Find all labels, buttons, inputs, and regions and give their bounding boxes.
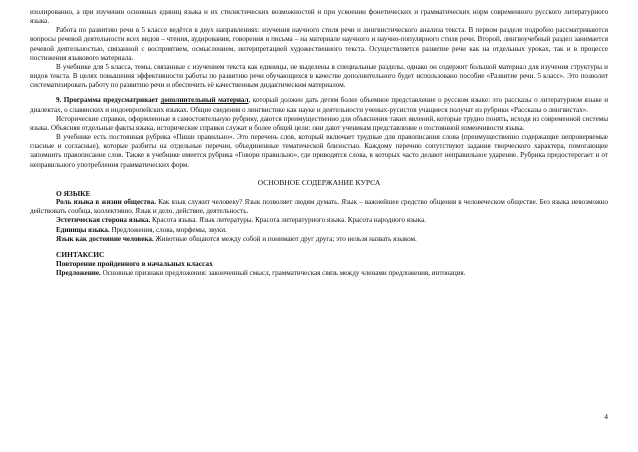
topic-text-units: Предложения, слова, морфемы, звуки. <box>109 225 227 234</box>
topic-title-units: Единицы языка. <box>56 225 110 234</box>
topic-sentence <box>30 269 608 278</box>
topic-aesthetic <box>30 216 608 225</box>
topic-text-sentence: Основные признаки предложения: законченный смысл, грамматическая связь между членами предложения, интонация. <box>100 268 466 277</box>
paragraph-textbook-grade5: В учебнике для 5 класса, темы, связанные с изучением текста как единицы, не выделены в специальные разделы, однако он содержит большой материал для изучения структуры и видов текста. В целях повышения эффективности работы по развитию речи обучающихся в качестве дополнительного будет использовано пособие «Развитие речи. 5 класс». Это позволит систематизировать работу по развитию речи и обеспечить её качественным дидактическим материалом. <box>30 62 608 90</box>
topic-title-aesthetic: Эстетическая сторона языка. <box>56 216 151 225</box>
page-number: 4 <box>604 412 608 421</box>
additional-material-text: , который должен дать детям более объемное представление о русском языке: это рассказы о литературном языке и диалектах, о славянских и индоевропейских языках. Общие сведения о лингвистике как науке и деятельности ученых-русистов учащиеся получат из рубрики «Рассказы о лингвистах». <box>30 96 609 114</box>
paragraph-additional-material <box>30 96 608 114</box>
item-number-label: 9. Программа предусматривает <box>56 96 159 105</box>
topic-title-wealth: Язык как достояние человека. <box>56 234 154 243</box>
paragraph-speech-development: Работа по развитию речи в 5 классе ведётся в двух направлениях: изучения научного стиля речи и лингвистического анализа текста. В первом разделе подробно рассматриваются вопросы речевой деятельности всех видов – чтения, аудирования, говорения и письма – на материале научного и научно-популярного стиля речи. Второй, лингвоучебный раздел занимается речевой деятельностью, связанной с восприятием, осмыслением, интерпретацией художественного текста. Осуществляется развитие речи как на отдельных уроках, так и в процессе постижения языкового материала. <box>30 26 608 62</box>
subsection-heading-review: Повторение пройденного в начальных классах <box>56 259 213 269</box>
paragraph-write-correctly: В учебнике есть постоянная рубрика «Пиши правильно». Это перечень слов, который включает трудные для правописания слова (преимущественно содержащие непроверяемые гласные и согласные), которые разбиты на отдельные перечни, объединенные тематической близостью. Каждому перечню сопутствуют задания творческого характера, помогающие запомнить правописание слов. Также в учебнике имеется рубрика «Говори правильно», где приводятся слова, в которых часто делают неправильное ударение. Рубрика предостерегает и от неправильного употребления грамматических форм. <box>30 133 608 169</box>
course-content-heading: ОСНОВНОЕ СОДЕРЖАНИЕ КУРСА <box>257 177 381 187</box>
topic-title-sentence: Предложение. <box>56 268 101 277</box>
topic-title-role: Роль языка в жизни общества. <box>56 198 156 207</box>
topic-text-role: Как язык служит человеку? Язык позволяет людям думать. Язык – важнейшее средство общения в человеческом обществе. Без языка невозможно действовать сообща, коллективно. Язык и дело, действие, деятельность. <box>30 198 609 216</box>
topic-role-of-language <box>30 198 608 216</box>
topic-text-aesthetic: Красота языка. Язык литературы. Красота литературного языка. Красота народного языка. <box>150 216 426 225</box>
paragraph-historical-notes: Исторические справки, оформленные в самостоятельную рубрику, даются преимущественно для объяснения таких явлений, которые трудно понять, исходя из современной системы языка. Объясняя отдельные факты языка, исторические справки служат и более общей цели: они дают ученикам представление о постоянной изменчивости языка. <box>30 114 608 132</box>
section-heading-about-language: О ЯЗЫКЕ <box>56 188 91 198</box>
additional-material-term: дополнительный материал <box>160 96 249 105</box>
topic-units <box>30 226 608 235</box>
section-heading-syntax: СИНТАКСИС <box>56 249 105 259</box>
paragraph-continuation: изолированно, а при изучении основных единиц языка и их стилистических возможностей и при усвоении фонетических и грамматических норм современного русского литературного языка. <box>30 8 608 26</box>
topic-text-wealth: Животные общаются между собой и понимают друг друга; это нельзя назвать языком. <box>153 234 417 243</box>
topic-wealth <box>30 235 608 244</box>
